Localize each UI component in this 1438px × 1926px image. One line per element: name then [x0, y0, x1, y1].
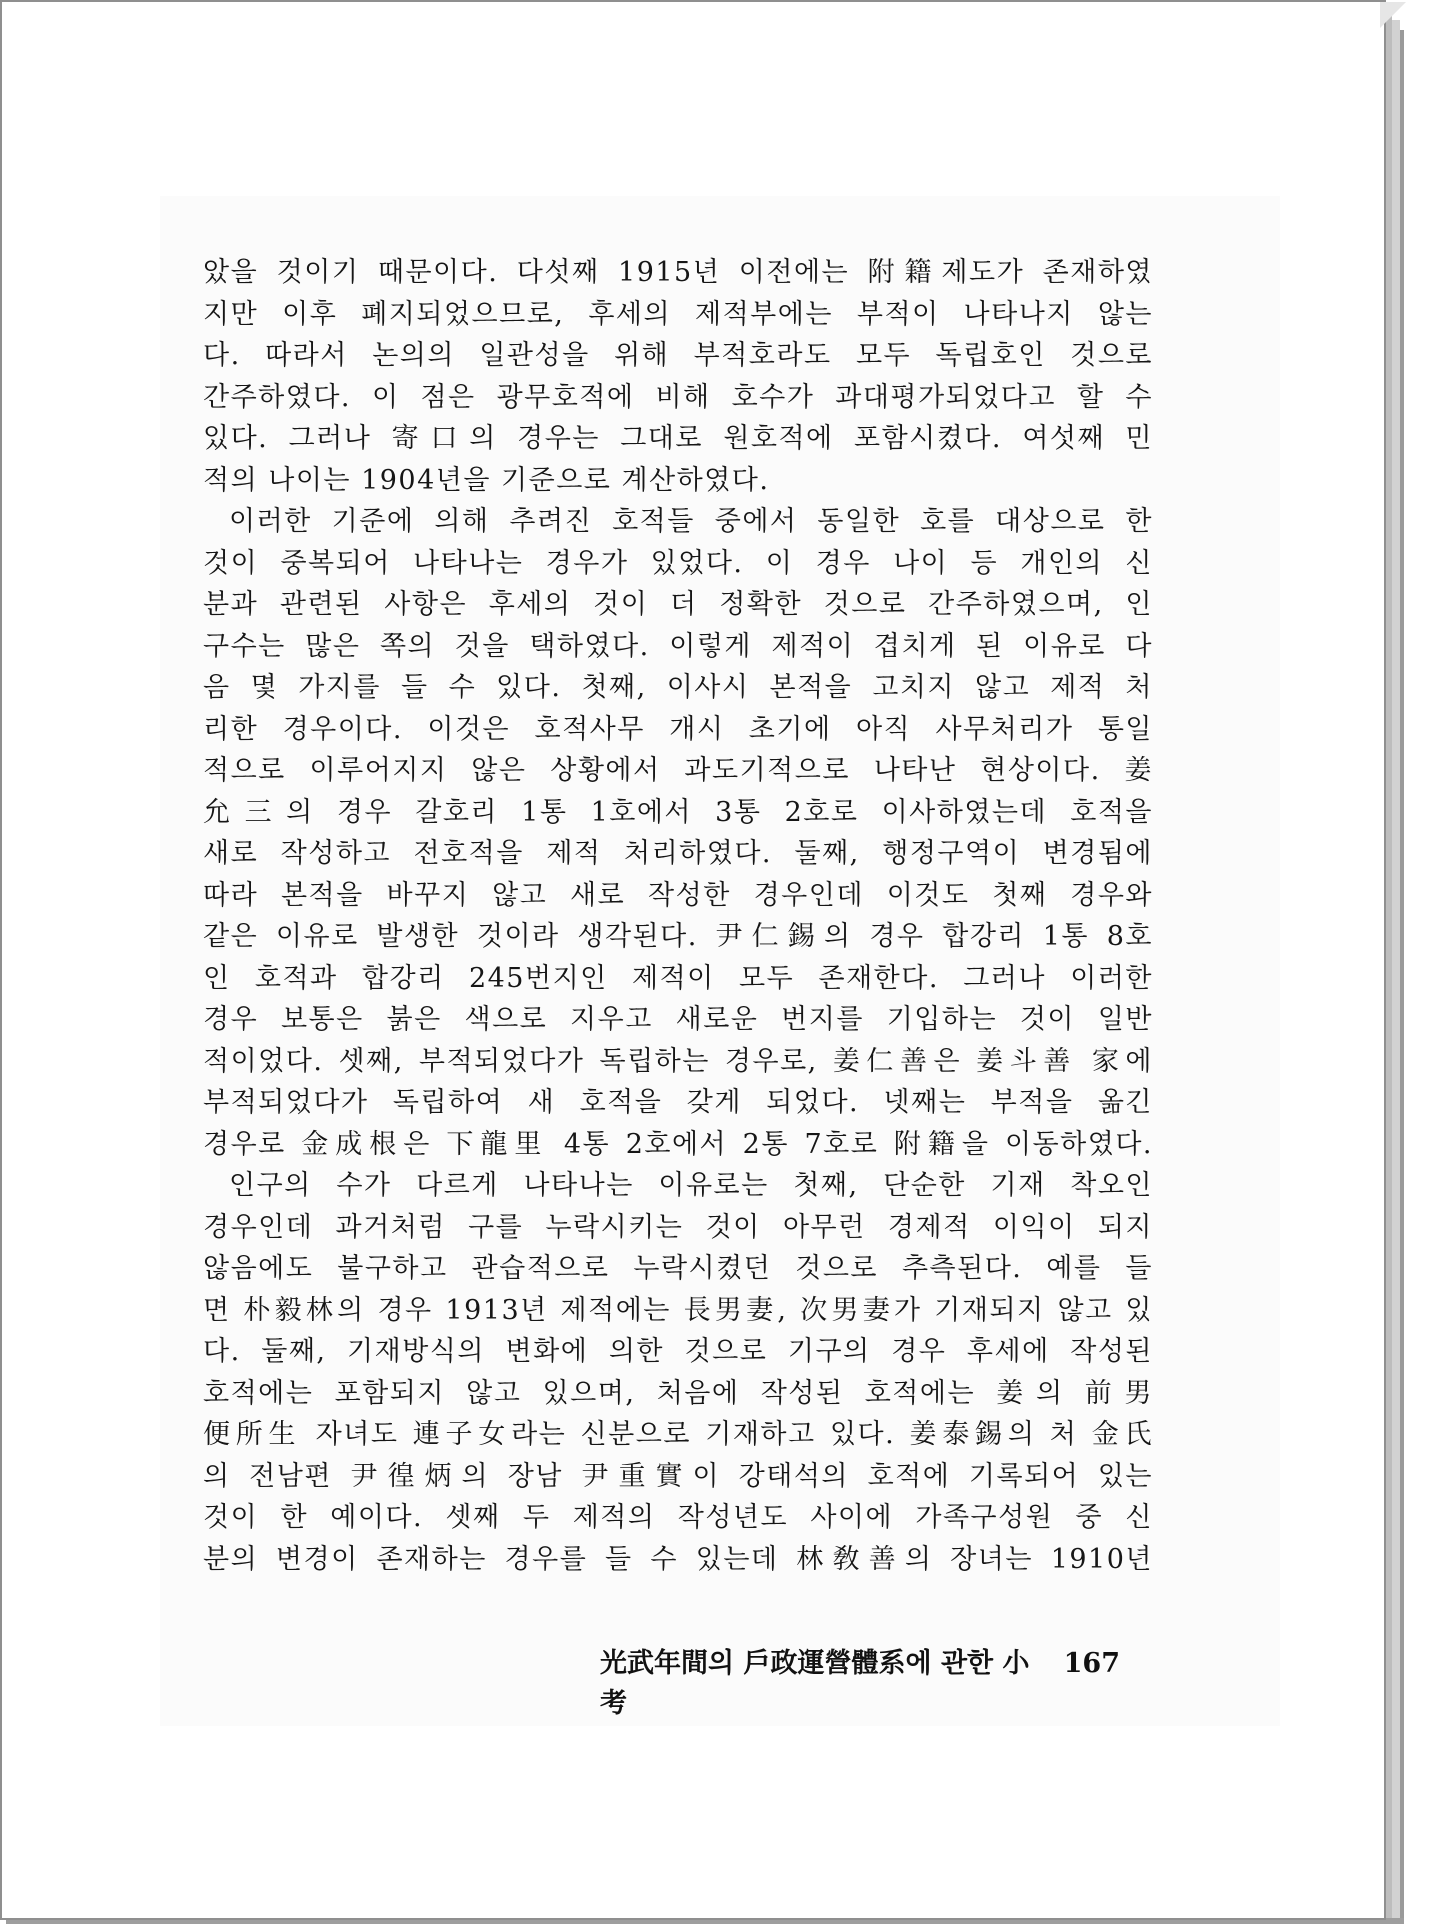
text-line: 다. 둘째, 기재방식의 변화에 의한 것으로 기구의 경우 후세에 작성된: [203, 1336, 1153, 1367]
text-line: 인구의 수가 다르게 나타나는 이유로는 첫째, 단순한 기재 착오인: [229, 1170, 1153, 1201]
text-line: 경우 보통은 붉은 색으로 지우고 새로운 번지를 기입하는 것이 일반: [203, 1004, 1153, 1035]
text-line: 부적되었다가 독립하여 새 호적을 갖게 되었다. 넷째는 부적을 옮긴: [203, 1087, 1153, 1118]
text-line: 분의 변경이 존재하는 경우를 들 수 있는데 林敎善의 장녀는 1910년: [203, 1543, 1153, 1575]
text-line: 새로 작성하고 전호적을 제적 처리하였다. 둘째, 행정구역이 변경됨에: [203, 838, 1153, 869]
text-line: 면 朴毅林의 경우 1913년 제적에는 長男妻, 次男妻가 기재되지 않고 있: [203, 1294, 1153, 1326]
text-line: 같은 이유로 발생한 것이라 생각된다. 尹仁錫의 경우 합강리 1통 8호: [203, 921, 1153, 952]
page-edge: [1400, 30, 1404, 1924]
text-line: 것이 한 예이다. 셋째 두 제적의 작성년도 사이에 가족구성원 중 신: [203, 1502, 1153, 1533]
text-line: 적이었다. 셋째, 부적되었다가 독립하는 경우로, 姜仁善은 姜斗善 家에: [203, 1045, 1153, 1077]
page-edge: [1392, 20, 1400, 1920]
text-line: 것이 중복되어 나타나는 경우가 있었다. 이 경우 나이 등 개인의 신: [203, 547, 1153, 579]
page-footer: [600, 1644, 1120, 1719]
text-line: 이러한 기준에 의해 추려진 호적들 중에서 동일한 호를 대상으로 한: [229, 506, 1153, 537]
text-line: 경우로 金成根은 下龍里 4통 2호에서 2통 7호로 附籍을 이동하였다.: [203, 1128, 1153, 1160]
text-line: 음 몇 가지를 들 수 있다. 첫째, 이사시 본적을 고치지 않고 제적 처: [203, 672, 1153, 703]
text-line: 리한 경우이다. 이것은 호적사무 개시 초기에 아직 사무처리가 통일: [203, 713, 1153, 745]
page-corner-fold: [1380, 2, 1406, 28]
text-line: 다. 따라서 논의의 일관성을 위해 부적호라도 모두 독립호인 것으로: [203, 340, 1153, 371]
text-line: 적으로 이루어지지 않은 상황에서 과도기적으로 나타난 현상이다. 姜: [203, 755, 1153, 786]
text-line: 간주하였다. 이 점은 광무호적에 비해 호수가 과대평가되었다고 할 수: [203, 381, 1153, 413]
text-line: 호적에는 포함되지 않고 있으며, 처음에 작성된 호적에는 姜의 前男: [203, 1377, 1153, 1409]
text-line: 적의 나이는 1904년을 기준으로 계산하였다.: [203, 464, 770, 496]
text-line: 않음에도 불구하고 관습적으로 누락시켰던 것으로 추측된다. 예를 들: [203, 1253, 1153, 1284]
text-line: 便所生 자녀도 連子女라는 신분으로 기재하고 있다. 姜泰錫의 처 金氏: [203, 1419, 1153, 1450]
text-line: 있다. 그러나 寄口의 경우는 그대로 원호적에 포함시켰다. 여섯째 민: [203, 423, 1153, 454]
text-line: 따라 본적을 바꾸지 않고 새로 작성한 경우인데 이것도 첫째 경우와: [203, 879, 1153, 911]
text-line: 분과 관련된 사항은 후세의 것이 더 정확한 것으로 간주하였으며, 인: [203, 589, 1153, 620]
text-line: 지만 이후 폐지되었으므로, 후세의 제적부에는 부적이 나타나지 않는: [203, 298, 1153, 330]
page-number: 167: [1063, 1648, 1120, 1679]
text-line: 允三의 경우 갈호리 1통 1호에서 3통 2호로 이사하였는데 호적을: [203, 796, 1153, 828]
text-line: 았을 것이기 때문이다. 다섯째 1915년 이전에는 附籍제도가 존재하였: [203, 257, 1153, 288]
text-line: 경우인데 과거처럼 구를 누락시키는 것이 아무런 경제적 이익이 되지: [203, 1211, 1153, 1243]
text-line: 의 전남편 尹徨炳의 장남 尹重實이 강태석의 호적에 기록되어 있는: [203, 1460, 1153, 1492]
text-line: 인 호적과 합강리 245번지인 제적이 모두 존재한다. 그러나 이러한: [203, 962, 1153, 994]
text-line: 구수는 많은 쪽의 것을 택하였다. 이렇게 제적이 겹치게 된 이유로 다: [203, 630, 1153, 662]
body-text: [203, 252, 1153, 1580]
running-title: 光武年間의 戶政運營體系에 관한 小考: [600, 1648, 1030, 1719]
